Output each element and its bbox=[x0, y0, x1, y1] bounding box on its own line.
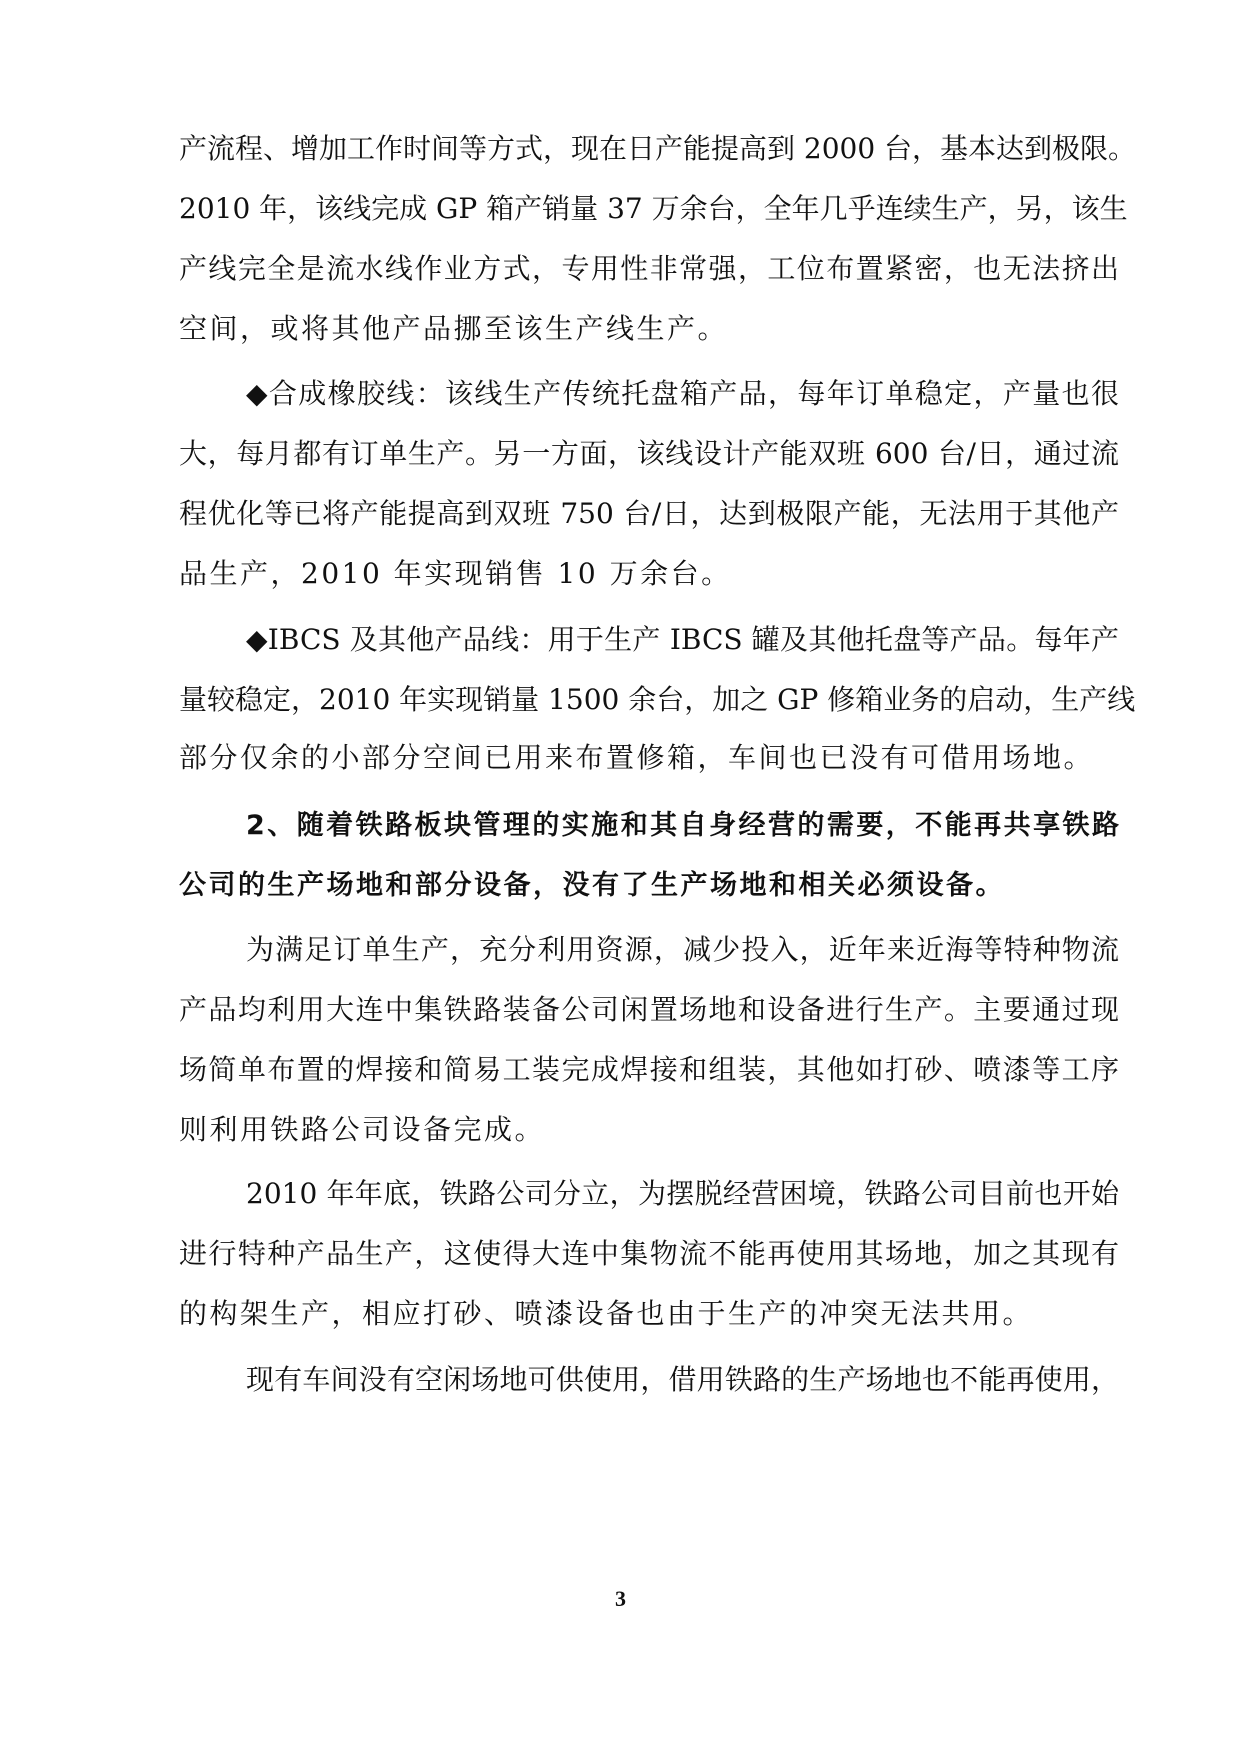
text-line: 空间，或将其他产品挪至该生产线生产。 bbox=[179, 312, 729, 345]
text-line: 产流程、增加工作时间等方式，现在日产能提高到 2000 台，基本达到极限。 bbox=[179, 132, 1137, 165]
text-line: 为满足订单生产，充分利用资源，减少投入，近年来近海等特种物流 bbox=[246, 933, 1119, 966]
text-line: 则利用铁路公司设备完成。 bbox=[179, 1113, 546, 1146]
text-line: ◆合成橡胶线：该线生产传统托盘箱产品，每年订单稳定，产量也很 bbox=[246, 377, 1119, 410]
text-line: 产线完全是流水线作业方式，专用性非常强，工位布置紧密，也无法挤出 bbox=[179, 252, 1119, 285]
text-line: 场简单布置的焊接和简易工装完成焊接和组装，其他如打砂、喷漆等工序 bbox=[179, 1053, 1119, 1086]
section-heading-line: 2、随着铁路板块管理的实施和其自身经营的需要，不能再共享铁路 bbox=[246, 810, 1119, 841]
text-line: 品生产，2010 年实现销售 10 万余台。 bbox=[179, 557, 732, 590]
text-line: 进行特种产品生产，这使得大连中集物流不能再使用其场地，加之其现有 bbox=[179, 1237, 1119, 1270]
page-number: 3 bbox=[615, 1586, 626, 1611]
text-line: 2010 年，该线完成 GP 箱产销量 37 万余台，全年几乎连续生产，另，该生 bbox=[179, 192, 1128, 225]
text-line: 2010 年年底，铁路公司分立，为摆脱经营困境，铁路公司目前也开始 bbox=[246, 1177, 1119, 1210]
text-line: 程优化等已将产能提高到双班 750 台/日，达到极限产能，无法用于其他产 bbox=[179, 497, 1119, 530]
text-line: 产品均利用大连中集铁路装备公司闲置场地和设备进行生产。主要通过现 bbox=[179, 993, 1119, 1026]
text-line: 的构架生产，相应打砂、喷漆设备也由于生产的冲突无法共用。 bbox=[179, 1297, 1034, 1330]
text-line: ◆IBCS 及其他产品线：用于生产 IBCS 罐及其他托盘等产品。每年产 bbox=[246, 623, 1119, 656]
section-heading-line: 公司的生产场地和部分设备，没有了生产场地和相关必须设备。 bbox=[179, 870, 1005, 901]
text-line: 大，每月都有订单生产。另一方面，该线设计产能双班 600 台/日，通过流 bbox=[179, 437, 1119, 470]
text-line: 量较稳定，2010 年实现销量 1500 余台，加之 GP 修箱业务的启动，生产线 bbox=[179, 683, 1136, 716]
text-line: 部分仅余的小部分空间已用来布置修箱，车间也已没有可借用场地。 bbox=[179, 741, 1095, 774]
text-line: 现有车间没有空闲场地可供使用，借用铁路的生产场地也不能再使用， bbox=[246, 1363, 1119, 1396]
